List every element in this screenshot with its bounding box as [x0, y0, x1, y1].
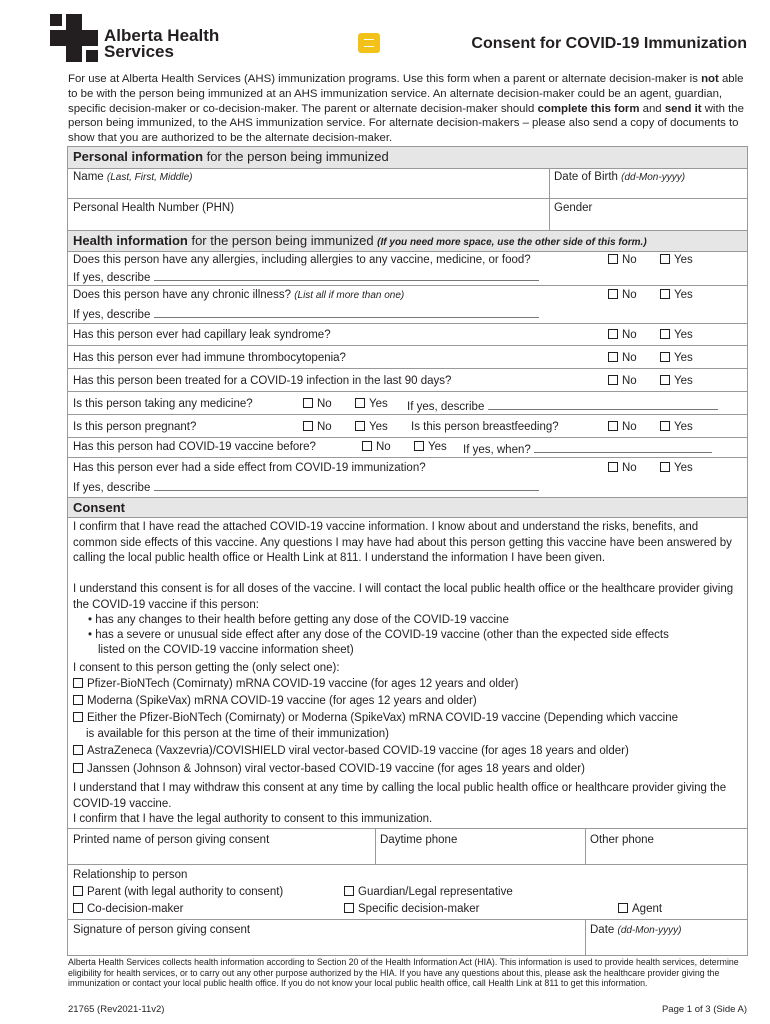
checkbox-icon: [344, 886, 354, 896]
checkbox-icon: [608, 352, 618, 362]
page-number: Page 1 of 3 (Side A): [661, 1004, 747, 1015]
daytime-phone-field[interactable]: Daytime phone: [380, 834, 458, 846]
breastfeeding-no[interactable]: No: [608, 421, 637, 433]
pregnant-no[interactable]: No: [303, 421, 332, 433]
checkbox-icon: [608, 421, 618, 431]
treated-yes[interactable]: Yes: [660, 375, 693, 387]
chronic-question: Does this person have any chronic illness? (List all if more than one): [73, 289, 405, 301]
pregnant-yes[interactable]: Yes: [355, 421, 388, 433]
phn-field[interactable]: Personal Health Number (PHN): [73, 202, 235, 214]
intro-text: For use at Alberta Health Services (AHS) immunization programs. Use this form when a parent or alternate decision-maker is not able to be with the person being immunized at an AHS immunization service. An alternate decision-maker could be an agent, guardian, specific decision-maker or co-decision-maker. The parent or alternate decision-maker should complete this form and send it with the person being immunized, to the AHS immunization service. For alternate decision-makers – please also send a copy of documents to show that you are authorized to be the alternate decision-maker.: [68, 73, 744, 145]
itp-question: Has this person ever had immune thrombocytopenia?: [73, 352, 346, 364]
dob-field[interactable]: Date of Birth (dd-Mon-yyyy): [554, 171, 686, 183]
capillary-yes[interactable]: Yes: [660, 329, 693, 341]
checkbox-icon: [660, 462, 670, 472]
checkbox-icon: [414, 441, 424, 451]
checkbox-icon: [660, 289, 670, 299]
consent-paragraph-1: I confirm that I have read the attached COVID-19 vaccine information. I know about and understand the risks, benefits, and common side effects of this vaccine. Any questions I may have had about this person getting this vaccine have been answered by calling the local public health office or Health Link at 811. I understand the information I have been given.: [73, 521, 732, 564]
logo-line-1: Alberta Health: [104, 26, 220, 45]
had-vaccine-no[interactable]: No: [362, 441, 391, 453]
chronic-no[interactable]: No: [608, 289, 637, 301]
checkbox-icon: [303, 398, 313, 408]
consent-paragraph-2: I understand this consent is for all doses of the vaccine. I will contact the local public health office or the healthcare provider giving the COVID-19 vaccine if this person:: [73, 583, 734, 611]
relationship-label: Relationship to person: [73, 869, 188, 881]
form-title: Consent for COVID-19 Immunization: [471, 35, 747, 52]
chronic-describe[interactable]: If yes, describe: [73, 306, 539, 321]
checkbox-icon: [73, 712, 83, 722]
medicine-question: Is this person taking any medicine?: [73, 398, 253, 410]
itp-no[interactable]: No: [608, 352, 637, 364]
logo-line-2: Services: [104, 42, 174, 61]
checkbox-icon: [303, 421, 313, 431]
other-phone-field[interactable]: Other phone: [590, 834, 654, 846]
name-field[interactable]: Name (Last, First, Middle): [73, 171, 193, 183]
breastfeeding-yes[interactable]: Yes: [660, 421, 693, 433]
checkbox-icon: [660, 421, 670, 431]
medicine-yes[interactable]: Yes: [355, 398, 388, 410]
consent-bullet-2b: listed on the COVID-19 vaccine information sheet): [98, 644, 354, 656]
vaccine-option-either-note: is available for this person at the time of their immunization): [86, 728, 389, 740]
checkbox-icon: [660, 375, 670, 385]
privacy-notice: Alberta Health Services collects health information according to Section 20 of the Health Information Act (HIA). This information is used to provide health services, determine eligibility for health services, or to carry out any other purpose authorized by the HIA. If you have any questions about this, please ask the healthcare provider giving the immunization or contact your local public health office. If you do not know your local public health office, call Health Link at 811 to get this information.: [68, 957, 739, 989]
medicine-no[interactable]: No: [303, 398, 332, 410]
relationship-codm[interactable]: Co-decision-maker: [73, 903, 184, 915]
consent-bullet-2a: • has a severe or unusual side effect after any dose of the COVID-19 vaccine (other than the expected side effects: [88, 629, 669, 641]
allergies-no[interactable]: No: [608, 254, 637, 266]
treated-no[interactable]: No: [608, 375, 637, 387]
side-effect-yes[interactable]: Yes: [660, 462, 693, 474]
comment-icon[interactable]: [358, 33, 380, 53]
consent-select-prompt: I consent to this person getting the (only select one):: [73, 662, 340, 674]
vaccine-option-astrazeneca[interactable]: AstraZeneca (Vaxzevria)/COVISHIELD viral vector-based COVID-19 vaccine (for ages 18 years and older): [73, 745, 629, 757]
checkbox-icon: [660, 329, 670, 339]
consent-heading: Consent: [68, 497, 747, 517]
checkbox-icon: [618, 903, 628, 913]
capillary-question: Has this person ever had capillary leak syndrome?: [73, 329, 331, 341]
vaccine-option-janssen[interactable]: Janssen (Johnson & Johnson) viral vector-based COVID-19 vaccine (for ages 18 years and older): [73, 763, 585, 775]
medicine-describe[interactable]: If yes, describe: [407, 398, 718, 413]
relationship-sdm[interactable]: Specific decision-maker: [344, 903, 479, 915]
checkbox-icon: [608, 289, 618, 299]
allergies-describe[interactable]: If yes, describe: [73, 269, 539, 284]
relationship-parent[interactable]: Parent (with legal authority to consent): [73, 886, 283, 898]
pregnant-question: Is this person pregnant?: [73, 421, 197, 433]
consent-bullet-1: • has any changes to their health before getting any dose of the COVID-19 vaccine: [88, 614, 509, 626]
treated-question: Has this person been treated for a COVID-19 infection in the last 90 days?: [73, 375, 452, 387]
checkbox-icon: [355, 398, 365, 408]
side-effect-question: Has this person ever had a side effect from COVID-19 immunization?: [73, 462, 426, 474]
itp-yes[interactable]: Yes: [660, 352, 693, 364]
form-number: 21765 (Rev2021-11v2): [68, 1004, 165, 1015]
consent-date-field[interactable]: Date (dd-Mon-yyyy): [590, 924, 682, 936]
consent-withdraw-text: I understand that I may withdraw this consent at any time by calling the local public health office or healthcare provider giving the COVID-19 vaccine.: [73, 782, 727, 810]
chronic-yes[interactable]: Yes: [660, 289, 693, 301]
checkbox-icon: [73, 903, 83, 913]
had-vaccine-yes[interactable]: Yes: [414, 441, 447, 453]
relationship-agent[interactable]: Agent: [618, 903, 662, 915]
checkbox-icon: [73, 745, 83, 755]
checkbox-icon: [608, 462, 618, 472]
printed-name-field[interactable]: Printed name of person giving consent: [73, 834, 270, 846]
checkbox-icon: [73, 763, 83, 773]
relationship-guardian[interactable]: Guardian/Legal representative: [344, 886, 513, 898]
vaccine-option-pfizer[interactable]: Pfizer-BioNTech (Comirnaty) mRNA COVID-19 vaccine (for ages 12 years and older): [73, 678, 518, 690]
checkbox-icon: [73, 678, 83, 688]
checkbox-icon: [608, 375, 618, 385]
checkbox-icon: [660, 254, 670, 264]
allergies-question: Does this person have any allergies, including allergies to any vaccine, medicine, or food?: [73, 254, 531, 266]
had-vaccine-question: Has this person had COVID-19 vaccine before?: [73, 441, 316, 453]
personal-info-heading: Personal information for the person being immunized: [68, 147, 747, 168]
capillary-no[interactable]: No: [608, 329, 637, 341]
ahs-logo-mark: [50, 14, 98, 62]
gender-field[interactable]: Gender: [554, 202, 593, 214]
had-vaccine-when[interactable]: If yes, when?: [463, 441, 712, 456]
side-effect-describe[interactable]: If yes, describe: [73, 479, 539, 494]
checkbox-icon: [73, 886, 83, 896]
checkbox-icon: [362, 441, 372, 451]
side-effect-no[interactable]: No: [608, 462, 637, 474]
checkbox-icon: [344, 903, 354, 913]
form-box: [67, 146, 748, 956]
signature-field[interactable]: Signature of person giving consent: [73, 924, 251, 936]
checkbox-icon: [355, 421, 365, 431]
checkbox-icon: [660, 352, 670, 362]
checkbox-icon: [608, 254, 618, 264]
breastfeeding-question: Is this person breastfeeding?: [411, 421, 559, 433]
checkbox-icon: [73, 695, 83, 705]
ahs-logo-text: [104, 28, 219, 60]
vaccine-option-either[interactable]: Either the Pfizer-BioNTech (Comirnaty) or Moderna (SpikeVax) mRNA COVID-19 vaccine (Depending which vaccine: [73, 712, 678, 724]
consent-authority-text: I confirm that I have the legal authority to consent to this immunization.: [73, 813, 433, 825]
allergies-yes[interactable]: Yes: [660, 254, 693, 266]
health-info-heading: Health information for the person being immunized (If you need more space, use the other side of this form.): [68, 230, 747, 251]
vaccine-option-moderna[interactable]: Moderna (SpikeVax) mRNA COVID-19 vaccine (for ages 12 years and older): [73, 695, 477, 707]
checkbox-icon: [608, 329, 618, 339]
